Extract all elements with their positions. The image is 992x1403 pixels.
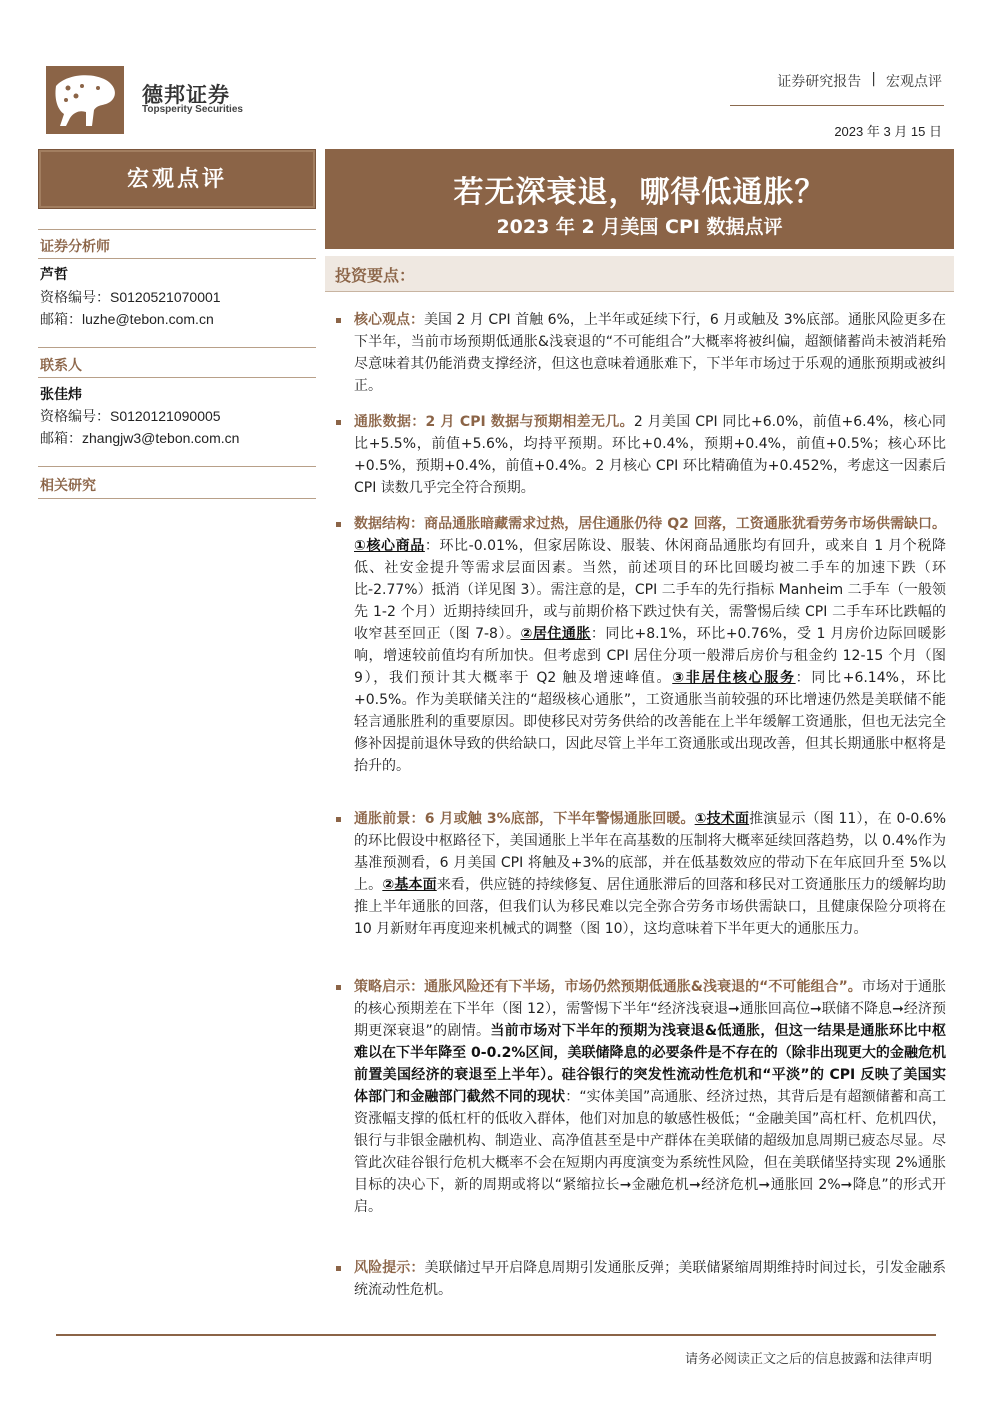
bullet-text: 美联储过早开启降息周期引发通胀反弹；美联储紧缩周期维持时间过长，引发金融系统流动性危机。 (354, 1260, 947, 1298)
key-points-bar (325, 256, 954, 292)
report-date: 2023 年 3 月 15 日 (834, 124, 942, 139)
contact-email-label: 邮箱： (40, 431, 82, 447)
sidebar-divider (38, 347, 316, 348)
report-type-label: 证券研究报告 (777, 74, 862, 90)
bullet-head: 数据结构：商品通胀暗藏需求过热，居住通胀仍待 Q2 回落，工资通胀犹看劳务市场供需缺口。 (354, 516, 946, 532)
bullet-risk (354, 1257, 946, 1301)
analyst-name: 芦哲 (40, 267, 68, 283)
footer-divider (56, 1334, 936, 1336)
analyst-cert-label: 资格编号： (40, 290, 110, 306)
bullet-text: ：同比+8.1%，环比+0.76%，受 1 月房价边际回暖影响，增速较前值均有所加快。但考虑到 CPI 居住分项一般滞后房价与租金约 12-15 个月（图 9），我们预计其大概率于 Q2 触及增速峰值。 (354, 626, 946, 686)
sidebar-divider (38, 498, 316, 499)
header-divider (730, 105, 944, 106)
brand-name-cn: 德邦证券 (142, 83, 230, 107)
related-research-heading: 相关研究 (40, 478, 96, 494)
category-box (38, 149, 316, 209)
subhead-housing: ②居住通胀 (520, 626, 591, 642)
brand-name-en: Topsperity Securities (142, 104, 243, 115)
analyst-email-label: 邮箱： (40, 312, 82, 328)
contact-cert-label: 资格编号： (40, 409, 110, 425)
report-title: 若无深衰退，哪得低通胀？ (453, 175, 826, 210)
analyst-email-value[interactable]: luzhe@tebon.com.cn (82, 311, 214, 327)
analyst-heading: 证券分析师 (40, 239, 110, 255)
bullet-strategy (354, 976, 946, 1218)
title-banner (325, 149, 954, 249)
bullet-inflation-data (354, 411, 946, 499)
contact-name: 张佳炜 (40, 387, 82, 403)
bullet-emphasis: 当前市场对下半年的预期为浅衰退&低通胀，但这一结果是通胀环比中枢难以在下半年降至 0-0.2%区间，美联储降息的必要条件是不存在的（除非出现更大的金融危机前置美国经济的衰退至上半年）。硅谷银行的突发性流动性危机和“平淡”的 CPI 反映了美国实体部门和金融部门截然不同的现状 (354, 1023, 946, 1105)
bullet-text: 美国 2 月 CPI 首触 6%，上半年或延续下行，6 月或触及 3%底部。通胀风险更多在下半年，当前市场预期低通胀&浅衰退的“不可能组合”大概率将被纠偏，超额储蓄尚未被消耗殆尽意味着其仍能消费支撑经济，但这也意味着通胀难下，下半年市场过于乐观的通胀预期或被纠正。 (354, 312, 947, 394)
contact-email (40, 428, 239, 448)
bullet-head: 策略启示：通胀风险还有下半场，市场仍然预期低通胀&浅衰退的“不可能组合”。 (354, 979, 862, 995)
bullet-head: 通胀前景：6 月或触 3%底部，下半年警惕通胀回暖。 (354, 811, 695, 827)
sidebar-divider (38, 229, 316, 230)
bullet-inflation-outlook (354, 808, 946, 940)
contact-heading: 联系人 (40, 358, 82, 374)
subhead-fundamental: ②基本面 (382, 877, 437, 893)
company-logo (46, 66, 124, 134)
sidebar-divider (38, 258, 316, 259)
nav-separator: | (871, 71, 876, 87)
bullet-text: 推演显示（图 11），在 0-0.6%的环比假设中枢路径下，美国通胀上半年在高基数的压制将大概率延续回落趋势，以 0.4%作为基准预测看，6 月美国 CPI 将触及+3%的底部，并在低基数效应的带动下在年底回升至 5%以上。 (354, 811, 946, 893)
bullet-head: 通胀数据：2 月 CPI 数据与预期相差无几。 (354, 414, 634, 430)
header-nav (777, 71, 942, 91)
analyst-cert-value: S0120521070001 (110, 289, 221, 305)
disclaimer-note: 请务必阅读正文之后的信息披露和法律声明 (684, 1352, 932, 1367)
key-points-heading: 投资要点： (335, 266, 416, 285)
analyst-email (40, 309, 214, 329)
bullet-head: 核心观点： (354, 312, 425, 328)
sidebar-divider (38, 466, 316, 467)
bullet-head: 风险提示： (354, 1260, 425, 1276)
contact-cert-value: S0120121090005 (110, 408, 221, 424)
bullet-text: 来看，供应链的持续修复、居住通胀滞后的回落和移民对工资通胀压力的缓解均助推上半年通胀的回落，但我们认为移民难以完全弥合劳务市场供需缺口，且健康保险分项将在 10 月新财年再度迎来机械式的调整（图 10），这均意味着下半年更大的通胀压力。 (354, 877, 947, 937)
bullet-text: 市场对于通胀的核心预期差在下半年（图 12），需警惕下半年“经济浅衰退➞通胀回高位➞联储不降息➞经济预期更深衰退”的剧情。 (354, 979, 947, 1039)
subhead-technical: ①技术面 (694, 811, 750, 827)
contact-cert (40, 406, 221, 426)
bullet-text: ：同比+6.14%，环比+0.5%。作为美联储关注的“超级核心通胀”，工资通胀当前较强的环比增速仍然是美联储不能轻言通胀胜利的重要原因。即使移民对劳务供给的改善能在上半年缓解工资通胀，但也无法完全修补因提前退休导致的供给缺口，因此尽管上半年工资通胀或出现改善，但其长期通胀中枢将是抬升的。 (354, 670, 946, 774)
analyst-cert (40, 287, 221, 307)
bullet-text: ：“实体美国”高通胀、经济过热，其背后是有超额储蓄和高工资涨幅支撑的低杠杆的低收入群体，他们对加息的敏感性极低；“金融美国”高杠杆、危机四伏，银行与非银金融机构、制造业、高净值甚至是中产群体在美联储的超级加息周期已疲态尽显。尽管此次硅谷银行危机大概率不会在短期内再度演变为系统性风险，但在美联储坚持实现 2%通胀目标的决心下，新的周期或将以“紧缩拉长➞金融危机➞经济危机➞通胀回 2%➞降息”的形式开启。 (354, 1089, 946, 1215)
bullet-text: ：环比-0.01%，但家居陈设、服装、休闲商品通胀均有回升，或来自 1 月个税降低、社安金提升等需求层面因素。当然，前述项目的环比回暖均被二手车的加速下跌（环比-2.77%）抵消（详见图 3）。需注意的是，CPI 二手车的先行指标 Manheim 二手车（一般领先 1-2 个月）近期持续回升，或与前期价格下跌过快有关，需警惕后续 CPI 二手车环比跌幅的收窄甚至回正（图 7-8）。 (354, 538, 946, 642)
report-subtitle: 2023 年 2 月美国 CPI 数据点评 (496, 216, 783, 238)
category-label: 宏观点评 (126, 166, 227, 192)
bullet-data-structure (354, 513, 946, 777)
contact-email-value[interactable]: zhangjw3@tebon.com.cn (82, 430, 240, 446)
subhead-core-services: ③非居住核心服务 (672, 670, 796, 686)
sidebar-divider (38, 377, 316, 378)
bullet-text: 2 月美国 CPI 同比+6.0%，前值+6.4%，核心同比+5.5%，前值+5.6%，均持平预期。环比+0.4%，预期+0.4%，前值+0.5%；核心环比+0.5%，预期+0.4%，前值+0.4%。2 月核心 CPI 环比精确值为+0.452%，考虑这一因素后 CPI 读数几乎完全符合预期。 (354, 414, 947, 496)
subhead-core-goods: ①核心商品 (354, 538, 425, 554)
report-category-label: 宏观点评 (886, 74, 942, 90)
bullet-core-view (354, 309, 946, 397)
